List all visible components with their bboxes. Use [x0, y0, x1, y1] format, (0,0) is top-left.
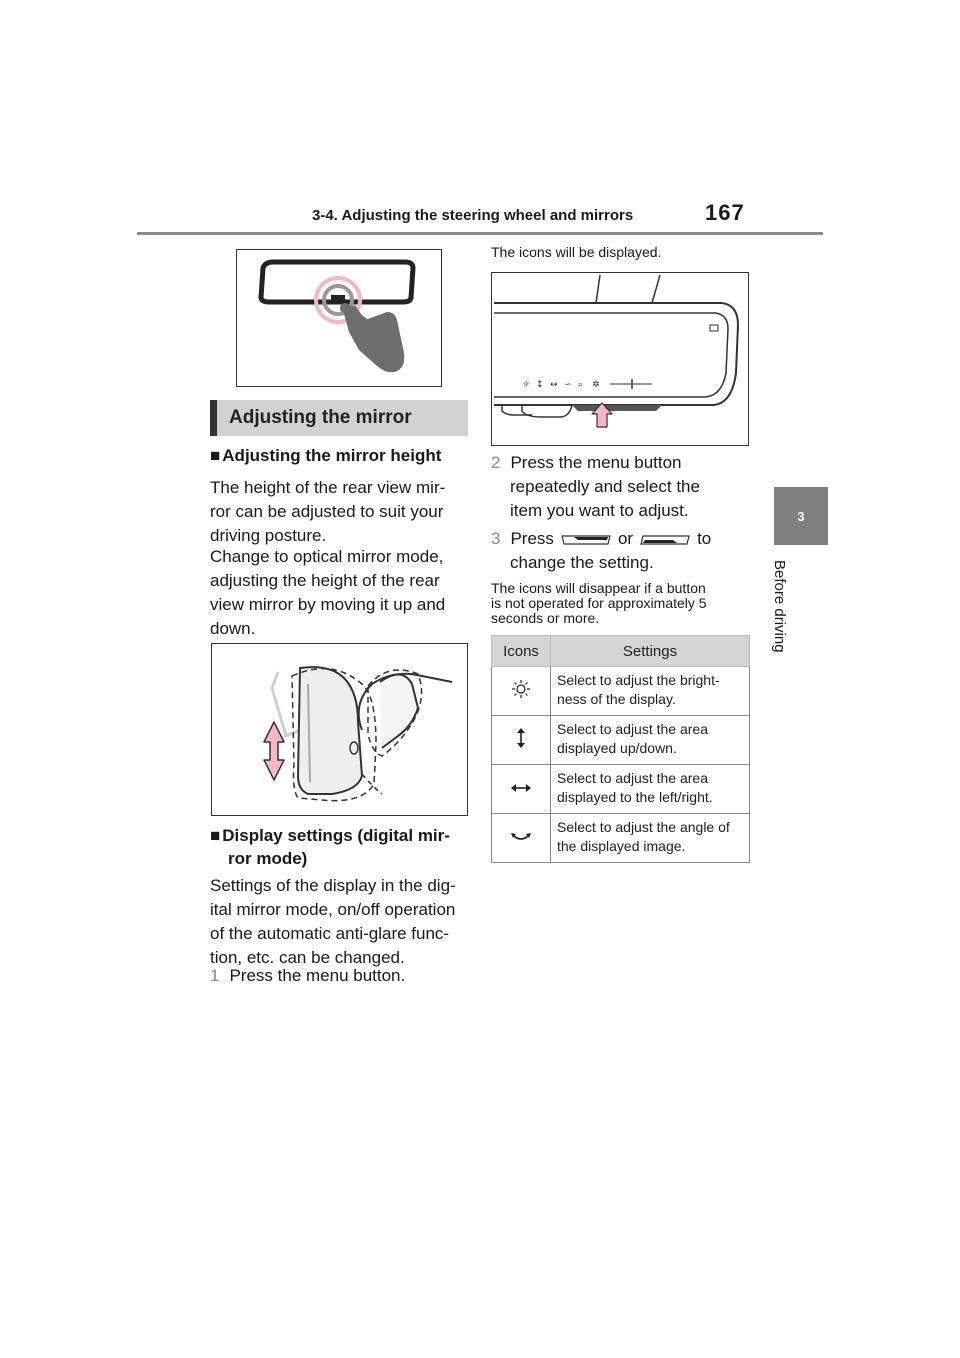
up-down-arrow-icon	[515, 727, 527, 749]
step-text: or	[617, 529, 634, 548]
subheading-text: Display settings (digital mir-	[222, 826, 450, 845]
text-line: ness of the display.	[557, 691, 676, 707]
icons-caption: The icons will be displayed.	[491, 244, 662, 260]
text-line: displayed up/down.	[557, 740, 677, 756]
step-text: Press the menu button	[510, 453, 682, 472]
right-button-icon	[639, 534, 691, 546]
bullet-square: ■	[210, 826, 221, 845]
left-button-icon	[560, 534, 612, 546]
subheading-mirror-height	[210, 444, 470, 467]
text-line: down.	[210, 619, 256, 638]
note-icons-disappear	[491, 581, 753, 626]
table-cell-icon	[492, 716, 551, 765]
figure-digital-mirror-icons	[491, 272, 749, 446]
paragraph-mirror-height	[210, 476, 472, 548]
table-row	[492, 814, 750, 863]
step-text: Press	[510, 529, 554, 548]
page-number: 167	[705, 200, 745, 225]
svg-text:↕: ↕	[536, 380, 544, 390]
step-text: item you want to adjust.	[510, 501, 689, 520]
icons-settings-table	[491, 635, 750, 863]
table-cell-setting	[551, 716, 750, 765]
mirror-button-illustration	[237, 250, 441, 386]
table-row	[492, 667, 750, 716]
header-title: 3-4. Adjusting the steering wheel and mirrors	[312, 207, 634, 224]
section-heading: Adjusting the mirror	[210, 400, 468, 436]
paragraph-optical-mode	[210, 545, 472, 641]
table-header-settings: Settings	[551, 636, 750, 667]
text-line: Select to adjust the area	[557, 721, 708, 737]
text-line: The icons will disappear if a button	[491, 580, 706, 596]
subheading-text: Adjusting the mirror height	[222, 446, 442, 465]
figure-mirror-height	[211, 643, 468, 816]
text-line: Select to adjust the area	[557, 770, 708, 786]
step-number: 3	[491, 529, 501, 548]
step-text: Press the menu button.	[229, 966, 406, 985]
left-right-arrow-icon	[510, 782, 532, 794]
text-line: the displayed image.	[557, 838, 686, 854]
table-cell-setting	[551, 765, 750, 814]
svg-text:⌕: ⌕	[578, 380, 584, 390]
text-line: Settings of the display in the dig-	[210, 876, 456, 895]
mirror-height-illustration	[212, 644, 467, 815]
subheading-text: ror mode)	[228, 849, 308, 868]
text-line: of the automatic anti-glare func-	[210, 924, 450, 943]
step-2	[491, 451, 753, 523]
svg-text:↔: ↔	[550, 380, 558, 390]
table-cell-setting	[551, 667, 750, 716]
step-3	[491, 527, 753, 575]
table-cell-icon	[492, 814, 551, 863]
table-cell-icon	[492, 667, 551, 716]
step-1	[210, 964, 472, 988]
table-header-icons: Icons	[492, 636, 551, 667]
table-row	[492, 716, 750, 765]
svg-text:☼: ☼	[522, 380, 531, 390]
svg-text:∽: ∽	[564, 380, 572, 390]
table-cell-icon	[492, 765, 551, 814]
chapter-number: 3	[797, 508, 805, 524]
text-line: driving posture.	[210, 526, 327, 545]
text-line: seconds or more.	[491, 610, 600, 626]
header-divider	[137, 232, 823, 235]
text-line: ror can be adjusted to suit your	[210, 502, 444, 521]
svg-text:✲: ✲	[592, 380, 600, 390]
text-line: Select to adjust the angle of	[557, 819, 730, 835]
text-line: Change to optical mirror mode,	[210, 547, 444, 566]
mirror-icon-row	[522, 380, 600, 390]
step-number: 2	[491, 453, 501, 472]
paragraph-display-settings	[210, 874, 476, 970]
text-line: tion, etc. can be changed.	[210, 948, 405, 967]
digital-mirror-illustration	[492, 273, 748, 445]
chapter-tab	[774, 487, 828, 545]
step-text: change the setting.	[510, 553, 654, 572]
brightness-icon	[511, 679, 531, 699]
text-line: ital mirror mode, on/off operation	[210, 900, 456, 919]
text-line: displayed to the left/right.	[557, 789, 713, 805]
step-text: repeatedly and select the	[510, 477, 700, 496]
step-number: 1	[210, 966, 220, 985]
chapter-title: Before driving	[771, 560, 788, 653]
table-cell-setting	[551, 814, 750, 863]
bullet-square: ■	[210, 446, 221, 465]
text-line: Select to adjust the bright-	[557, 672, 720, 688]
text-line: adjusting the height of the rear	[210, 571, 440, 590]
chapter-title-vertical	[768, 560, 790, 680]
text-line: view mirror by moving it up and	[210, 595, 446, 614]
text-line: The height of the rear view mir-	[210, 478, 446, 497]
table-row	[492, 765, 750, 814]
figure-mirror-button-press	[236, 249, 442, 387]
text-line: is not operated for approximately 5	[491, 595, 707, 611]
step-text: to	[697, 529, 712, 548]
subheading-display-settings	[210, 824, 472, 870]
angle-adjust-icon	[510, 831, 532, 843]
